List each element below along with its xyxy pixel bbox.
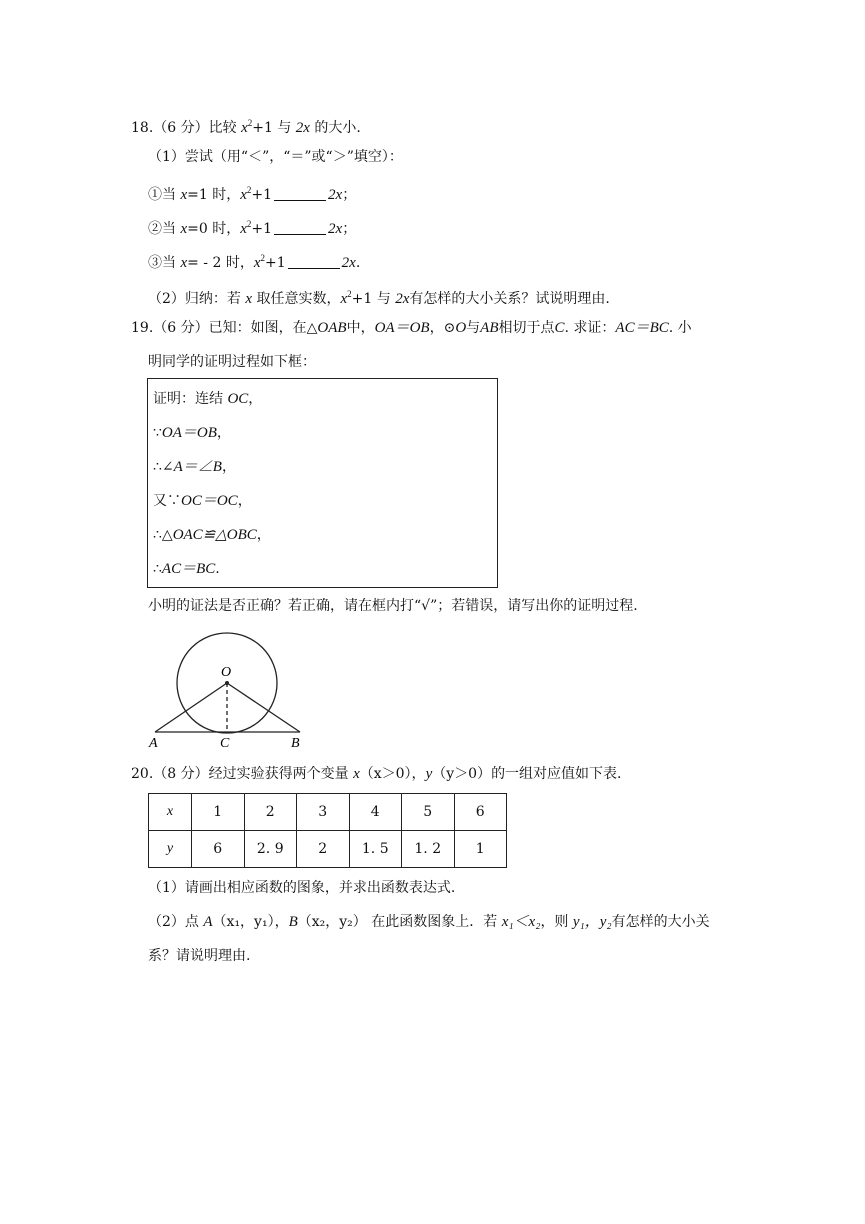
- question-points: （6 分）: [153, 320, 209, 336]
- question-number: 18.: [131, 120, 154, 136]
- geometry-figure: [145, 628, 315, 752]
- label-o: O: [221, 665, 232, 680]
- table-cell: 2: [297, 831, 350, 868]
- proof-line: 证明：连结 OC，: [153, 391, 263, 407]
- q19-after: 小明的证法是否正确？若正确，请在框内打“√”；若错误，请写出你的证明过程.: [148, 598, 638, 614]
- q20-stem: 20.（8 分）经过实验获得两个变量 x（x＞0），y（y＞0）的一组对应值如下表.: [131, 766, 622, 782]
- table-cell: 1: [454, 831, 507, 868]
- proof-line: ∴∠A＝∠B，: [153, 459, 236, 475]
- table-header-y: y: [149, 831, 192, 868]
- question-number: 20.: [131, 766, 154, 782]
- label-c: C: [220, 736, 230, 751]
- q19-stem: 19.（6 分）已知：如图，在△OAB中，OA＝OB，⊙O与AB相切于点C. 求证：AC＝BC. 小: [131, 320, 692, 336]
- label-a: A: [149, 736, 158, 751]
- q18-stem: 18.（6 分）比较 $x^2+1$ 与 2x 的大小.: [131, 118, 361, 136]
- table-header-x: x: [149, 794, 192, 831]
- table-cell: 4: [349, 794, 402, 831]
- table-cell: 5: [402, 794, 455, 831]
- table-row: [149, 794, 507, 831]
- table-cell: 6: [192, 831, 245, 868]
- segment-oa: [155, 683, 227, 732]
- table-cell: 3: [297, 794, 350, 831]
- q18-case1: ①当 x=1 时，$x^2+1$ 2x；: [148, 185, 357, 203]
- answer-blank[interactable]: [274, 186, 326, 201]
- table-cell: 6: [454, 794, 507, 831]
- table-cell: 1: [192, 794, 245, 831]
- q18-case3: ③当 x= - 2 时，$x^2+1$ 2x.: [148, 253, 361, 271]
- q19-stem-line2: 明同学的证明过程如下框：: [148, 354, 316, 370]
- q18-part2: （2）归纳：若 x 取任意实数，$x^2+1$ 与 2x有怎样的大小关系？试说明理由.: [148, 289, 610, 307]
- value-table: [148, 793, 507, 868]
- proof-box[interactable]: [147, 378, 498, 588]
- proof-line: ∴AC＝BC.: [153, 561, 220, 577]
- q20-part1: （1）请画出相应函数的图象，并求出函数表达式.: [148, 880, 456, 896]
- segment-ob: [227, 683, 300, 732]
- question-number: 19.: [131, 320, 154, 336]
- question-points: （6 分）: [153, 120, 209, 136]
- proof-line: ∵OA＝OB，: [153, 425, 231, 441]
- proof-line: ∴△OAC≌△OBC，: [153, 527, 271, 543]
- answer-blank[interactable]: [288, 254, 340, 269]
- table-cell: 1. 2: [402, 831, 455, 868]
- answer-blank[interactable]: [274, 220, 326, 235]
- point-o: [225, 681, 229, 685]
- table-row: [149, 831, 507, 868]
- table-cell: 1. 5: [349, 831, 402, 868]
- proof-line: 又∵OC＝OC，: [153, 493, 252, 509]
- q20-part2: （2）点 A（x₁，y₁），B（x₂，y₂） 在此函数图象上．若 x₁＜x₂，则 y₁，y₂有怎样的大小关: [148, 914, 710, 930]
- question-points: （8 分）: [153, 766, 209, 782]
- q18-case2: ②当 x=0 时，$x^2+1$ 2x；: [148, 219, 357, 237]
- table-cell: 2: [244, 794, 297, 831]
- q18-part1: （1）尝试（用“＜”，“＝”或“＞”填空）：: [148, 149, 403, 165]
- table-cell: 2. 9: [244, 831, 297, 868]
- label-b: B: [291, 736, 300, 751]
- q20-part2-line2: 系？请说明理由.: [148, 948, 251, 964]
